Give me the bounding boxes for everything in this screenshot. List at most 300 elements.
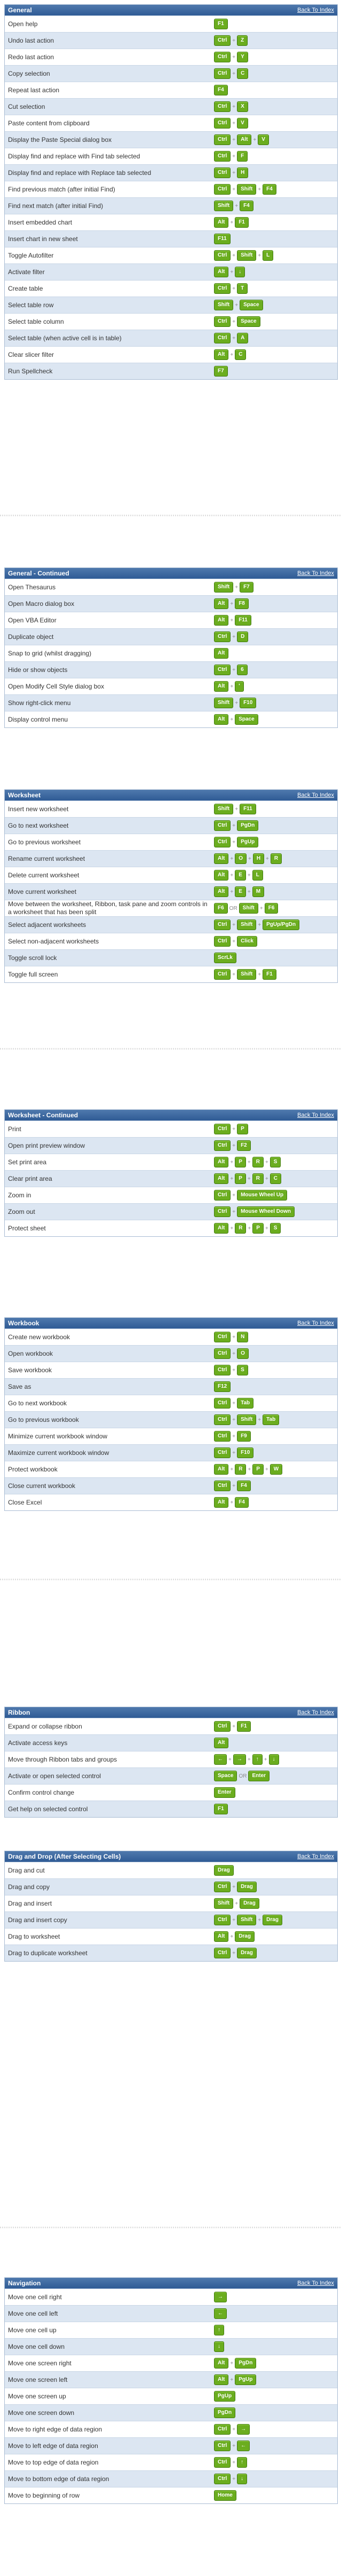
key-badge: → [214,2292,227,2302]
shortcut-description: Drag to duplicate worksheet [8,1949,88,1957]
key-badge: F11 [214,234,231,244]
shortcut-keys [214,1155,337,1169]
key-badge: → [237,2424,250,2435]
plus-separator: + [232,2443,236,2449]
plus-separator: + [232,153,236,159]
shortcut-keys [214,265,337,279]
shortcut-keys [214,580,337,594]
shortcut-description: Hide or show objects [8,666,68,674]
shortcut-description: Clear print area [8,1174,52,1182]
key-badge: Drag [240,1898,259,1909]
shortcut-row [5,115,337,131]
shortcut-keys [214,819,337,833]
shortcut-description: Create new workbook [8,1333,70,1341]
key-badge: Home [214,2490,236,2501]
shortcut-row [5,850,337,867]
shortcut-description: Open Macro dialog box [8,599,75,607]
key-badge: Ctrl [214,1481,231,1491]
shortcut-row [5,817,337,834]
plus-separator: + [265,1159,268,1165]
shortcut-description: Go to previous workbook [8,1415,79,1423]
key-badge: V [237,118,248,129]
key-badge: ↑ [214,2325,224,2335]
key-badge: Z [237,35,248,46]
shortcut-keys [214,232,337,246]
shortcut-row [5,214,337,230]
shortcut-row [5,1329,337,1345]
shortcut-row [5,280,337,297]
plus-separator: + [265,1175,268,1182]
shortcut-description: Move between the worksheet, Ribbon, task pane and zoom controls in a worksheet that has been split [8,900,208,916]
shortcut-row [5,1378,337,1395]
shortcut-row [5,612,337,628]
plus-separator: + [232,1450,236,1456]
key-badge: ↓ [235,267,245,277]
shortcut-description: Insert new worksheet [8,805,69,813]
key-badge: Tab [263,1414,279,1425]
shortcut-keys [214,1347,337,1361]
key-badge: 6 [237,665,248,675]
key-badge: P [237,1124,248,1134]
section-title: General - Continued [8,570,69,577]
key-badge: Ctrl [214,316,231,327]
shortcut-description: Move through Ribbon tabs and groups [8,1755,117,1763]
plus-separator: + [232,2426,236,2433]
shortcut-description: Display find and replace with Replace tab selected [8,169,152,177]
shortcut-list [5,15,337,379]
shortcut-keys [214,646,337,660]
shortcut-row [5,148,337,164]
shortcut-row [5,2371,337,2388]
key-badge: L [252,870,263,881]
shortcut-keys [214,282,337,295]
section-header [5,5,337,15]
shortcut-row [5,363,337,379]
plus-separator: + [232,1884,236,1890]
shortcut-row [5,801,337,817]
key-badge: Alt [214,1464,228,1475]
key-badge: PgUp [214,2391,235,2402]
shortcut-row [5,1187,337,1203]
shortcut-keys [214,331,337,345]
key-badge: Alt [214,1157,228,1167]
section-header [5,1851,337,1862]
shortcut-description: Activate access keys [8,1739,68,1747]
plus-separator: + [247,889,251,895]
shortcut-list [5,1329,337,1510]
plus-separator: + [248,855,251,862]
shortcut-description: Delete current worksheet [8,871,80,879]
key-badge: Alt [214,267,228,277]
key-badge: Ctrl [214,631,231,642]
shortcut-row [5,694,337,711]
shortcut-keys [214,2455,337,2469]
shortcut-row [5,628,337,645]
key-badge: Alt [214,714,228,725]
shortcut-keys [214,868,337,882]
shortcut-description: Paste content from clipboard [8,119,90,127]
shortcut-keys [214,1429,337,1443]
shortcut-description: Zoom out [8,1207,35,1215]
shortcut-keys [214,630,337,644]
key-badge: Alt [214,1223,228,1234]
plus-separator: + [230,219,234,226]
shortcut-row [5,1121,337,1137]
shortcut-description: Cut selection [8,102,45,110]
key-badge: N [237,1332,248,1342]
key-badge: Shift [239,903,258,914]
plus-separator: + [230,872,234,878]
shortcut-keys [214,885,337,899]
shortcut-description: Repeat last action [8,86,60,94]
key-badge: Ctrl [214,665,231,675]
plus-separator: + [230,2360,234,2366]
key-badge: Shift [237,969,256,980]
shortcut-row [5,313,337,330]
section-divider [0,515,341,516]
plus-separator: + [232,1350,236,1357]
shortcut-keys [214,2389,337,2403]
key-badge: ↑ [237,2457,247,2468]
plus-separator: + [235,806,239,812]
shortcut-row [5,711,337,727]
key-badge: ' [235,681,243,692]
plus-separator: + [265,1466,268,1473]
plus-separator: + [258,252,261,259]
key-badge: F2 [237,1140,251,1151]
key-badge: Ctrl [214,820,231,831]
key-badge: F1 [237,1721,251,1732]
shortcut-row [5,181,337,197]
plus-separator: + [232,1723,236,1730]
key-badge: P [235,1157,246,1167]
key-badge: Alt [214,1931,228,1942]
key-badge: Drag [237,1948,257,1958]
key-badge: R [235,1464,246,1475]
plus-separator: + [232,1209,236,1215]
key-badge: F6 [265,903,279,914]
key-badge: Shift [214,201,233,211]
shortcut-description: Zoom in [8,1191,31,1199]
shortcut-description: Clear slicer filter [8,350,54,358]
plus-separator: + [230,716,234,723]
section-header [5,1318,337,1329]
plus-separator: + [259,905,263,911]
shortcut-keys [214,1413,337,1427]
key-badge: Ctrl [214,1190,231,1201]
or-separator: OR [229,905,237,911]
shortcut-description: Close current workbook [8,1482,76,1490]
shortcut-description: Protect workbook [8,1465,58,1473]
key-badge: Ctrl [214,1206,231,1217]
or-separator: OR [239,1773,247,1779]
key-badge: F9 [237,1431,251,1442]
key-badge: F4 [214,85,228,95]
key-badge: R [252,1173,264,1184]
shortcut-row [5,1862,337,1878]
shortcut-keys [214,2373,337,2387]
shortcut-keys [214,50,337,64]
back-to-index-link[interactable]: Back To Index [297,570,334,577]
shortcut-row [5,949,337,966]
key-badge: ↑ [252,1754,263,1765]
plus-separator: + [232,54,236,60]
shortcut-description: Drag and cut [8,1866,45,1874]
shortcut-keys [214,901,337,915]
key-badge: Ctrl [214,919,231,930]
plus-separator: + [235,302,239,308]
key-badge: Ctrl [214,2457,231,2468]
plus-separator: + [228,1756,232,1763]
plus-separator: + [235,203,239,209]
key-badge: H [253,853,264,864]
key-badge: O [235,853,247,864]
key-badge: Ctrl [214,1140,231,1151]
plus-separator: + [235,584,239,590]
shortcut-row [5,1494,337,1510]
shortcut-description: Open print preview window [8,1141,85,1149]
shortcut-keys [214,679,337,693]
shortcut-row [5,867,337,883]
shortcut-row [5,263,337,280]
key-badge: Shift [237,1414,256,1425]
key-badge: S [237,1365,248,1375]
key-badge: ← [214,2308,227,2319]
shortcut-description: Display the Paste Special dialog box [8,135,112,143]
shortcut-description: Move current worksheet [8,887,77,895]
shortcut-description: Insert embedded chart [8,218,73,226]
plus-separator: + [235,700,239,706]
shortcut-keys [214,116,337,130]
shortcut-keys [214,215,337,229]
shortcut-description: Insert chart in new sheet [8,235,78,243]
shortcut-description: Move one screen up [8,2392,66,2400]
shortcut-row [5,1203,337,1220]
key-badge: Ctrl [214,52,231,62]
plus-separator: + [232,839,236,845]
plus-separator: + [266,855,269,862]
key-badge: Space [235,714,258,725]
section-header [5,568,337,579]
shortcut-description: Toggle scroll lock [8,954,57,962]
shortcut-description: Move to top edge of data region [8,2458,99,2466]
key-badge: Ctrl [214,1447,231,1458]
plus-separator: + [232,1142,236,1149]
shortcut-description: Print [8,1125,21,1133]
shortcut-description: Move to bottom edge of data region [8,2475,109,2483]
shortcut-row [5,164,337,181]
shortcut-keys [214,1946,337,1960]
shortcut-keys [214,597,337,611]
key-badge: Alt [214,1173,228,1184]
shortcut-keys [214,1802,337,1816]
key-badge: Ctrl [214,184,231,195]
back-to-index-link[interactable]: Back To Index [297,792,334,798]
shortcut-row [5,1345,337,1362]
shortcut-keys [214,967,337,981]
plus-separator: + [247,1175,251,1182]
key-badge: Alt [214,2358,228,2369]
shortcut-description: Show right-click menu [8,699,71,707]
shortcut-description: Move to beginning of row [8,2491,80,2499]
shortcut-row [5,2454,337,2470]
back-to-index-link[interactable]: Back To Index [297,1709,334,1716]
shortcut-list [5,1121,337,1236]
back-to-index-link[interactable]: Back To Index [297,1112,334,1118]
shortcut-row [5,15,337,32]
key-badge: Ctrl [214,1431,231,1442]
shortcut-row [5,834,337,850]
key-badge: Mouse Wheel Down [237,1206,295,1217]
shortcut-row [5,1461,337,1477]
shortcut-keys [214,852,337,866]
shortcut-keys [214,1897,337,1910]
shortcut-keys [214,67,337,81]
shortcut-description: Activate or open selected control [8,1772,101,1780]
plus-separator: + [232,137,236,143]
shortcut-keys [214,2307,337,2321]
plus-separator: + [258,1417,261,1423]
key-badge: D [237,631,248,642]
shortcut-row [5,595,337,612]
key-badge: Ctrl [214,134,231,145]
section-title: Ribbon [8,1709,30,1716]
plus-separator: + [232,1917,236,1923]
shortcut-keys [214,133,337,147]
shortcut-keys [214,1753,337,1766]
key-badge: ← [237,2441,250,2451]
shortcut-row [5,883,337,900]
key-badge: F [237,151,248,162]
shortcut-keys [214,1172,337,1186]
shortcut-description: Select table column [8,317,64,325]
section-title: Drag and Drop (After Selecting Cells) [8,1853,121,1860]
plus-separator: + [230,351,234,358]
shortcut-row [5,900,337,916]
plus-separator: + [232,103,236,110]
shortcut-description: Minimize current workbook window [8,1432,108,1440]
shortcut-list [5,2289,337,2503]
back-to-index-link[interactable]: Back To Index [297,2280,334,2286]
key-badge: C [237,68,248,79]
shortcut-keys [214,613,337,627]
back-to-index-link[interactable]: Back To Index [297,1853,334,1860]
shortcut-row [5,330,337,346]
key-badge: F7 [240,582,253,593]
shortcut-row [5,1428,337,1444]
shortcut-keys [214,1396,337,1410]
key-badge: Alt [214,648,228,659]
plus-separator: + [230,1499,234,1506]
shortcut-description: Move one cell down [8,2342,65,2350]
plus-separator: + [232,971,236,978]
shortcut-row [5,1395,337,1411]
shortcut-keys [214,802,337,816]
key-badge: Y [237,52,248,62]
shortcut-list [5,579,337,727]
shortcut-description: Move one screen down [8,2409,75,2417]
key-badge: ← [214,1754,227,1765]
shortcut-keys [214,182,337,196]
shortcut-row [5,2437,337,2454]
key-badge: Shift [214,582,233,593]
shortcut-row [5,2322,337,2338]
plus-separator: + [235,1900,239,1907]
key-badge: Drag [237,1882,257,1892]
shortcut-description: Display find and replace with Find tab selected [8,152,140,160]
shortcut-description: Expand or collapse ribbon [8,1722,82,1730]
shortcut-keys [214,1363,337,1377]
shortcut-keys [214,2472,337,2486]
key-badge: F4 [235,1497,249,1508]
plus-separator: + [258,922,261,928]
key-badge: Alt [214,681,228,692]
shortcut-keys [214,1930,337,1943]
back-to-index-link[interactable]: Back To Index [297,1320,334,1326]
shortcut-description: Move to left edge of data region [8,2442,98,2450]
shortcut-row [5,32,337,49]
shortcut-row [5,1751,337,1767]
shortcut-row [5,2289,337,2305]
plus-separator: + [232,922,236,928]
plus-separator: + [232,1417,236,1423]
shortcut-keys [214,364,337,378]
key-badge: Alt [214,598,228,609]
plus-separator: + [253,137,257,143]
plus-separator: + [247,1756,251,1763]
shortcut-row [5,1734,337,1751]
shortcut-description: Confirm control change [8,1788,75,1796]
key-badge: F7 [214,366,228,377]
shortcut-row [5,98,337,115]
shortcut-keys [214,1221,337,1235]
shortcut-keys [214,100,337,114]
shortcut-row [5,1801,337,1817]
key-badge: F4 [237,1481,251,1491]
shortcut-description: Drag to worksheet [8,1932,60,1940]
plus-separator: + [247,1159,251,1165]
key-badge: R [235,1223,246,1234]
shortcut-keys [214,1462,337,1476]
key-badge: Alt [214,615,228,626]
key-badge: R [271,853,282,864]
shortcut-description: Move to right edge of data region [8,2425,102,2433]
shortcut-row [5,1945,337,1961]
key-badge: F11 [235,615,251,626]
shortcut-description: Activate filter [8,268,45,276]
plus-separator: + [232,186,236,193]
shortcut-row [5,1477,337,1494]
shortcut-row [5,2470,337,2487]
shortcut-row [5,2355,337,2371]
shortcut-keys [214,2340,337,2354]
shortcut-keys [214,835,337,849]
shortcut-description: Copy selection [8,69,50,77]
shortcut-row [5,1444,337,1461]
key-badge: Ctrl [214,1414,231,1425]
key-badge: Alt [214,217,228,228]
key-badge: F10 [237,1447,253,1458]
key-badge: Ctrl [214,1332,231,1342]
key-badge: PgUp [235,2374,256,2385]
shortcut-row [5,2421,337,2437]
shortcut-description: Go to previous worksheet [8,838,81,846]
shortcut-row [5,230,337,247]
key-badge: Alt [237,134,251,145]
key-badge: M [252,886,264,897]
shortcut-description: Move one screen left [8,2375,68,2383]
back-to-index-link[interactable]: Back To Index [297,7,334,13]
